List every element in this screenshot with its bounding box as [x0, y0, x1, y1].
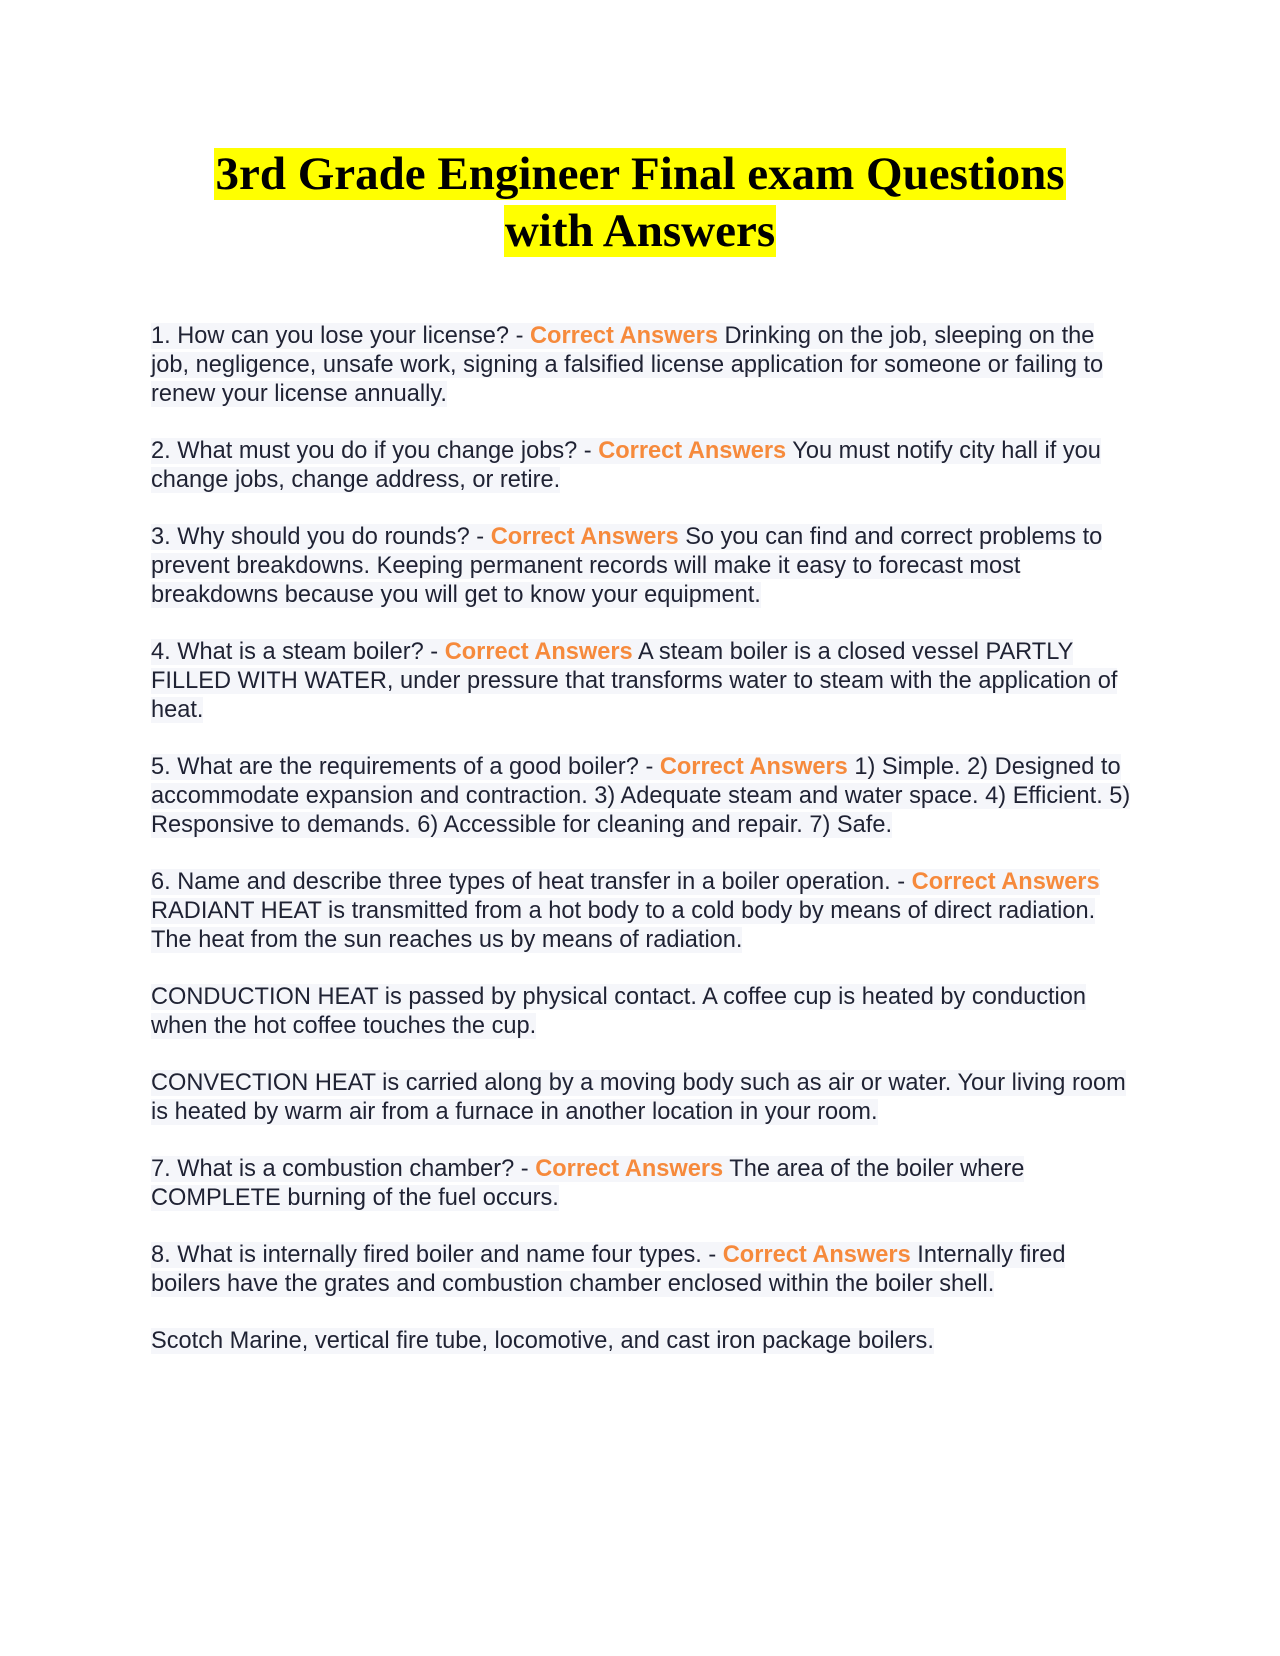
- answer-text: So you can find and correct problems to prevent breakdowns. Keeping permanent records will make it easy to forecast most breakdowns because you will get to know your equipment.: [151, 524, 1103, 608]
- correct-answers-label: Correct Answers: [490, 524, 679, 550]
- correct-answers-label: Correct Answers: [598, 438, 787, 464]
- question-text: 2. What must you do if you change jobs? -: [151, 438, 599, 464]
- paragraph-convection: [151, 1069, 1136, 1127]
- paragraph-text: CONVECTION HEAT is carried along by a moving body such as air or water. Your living room is heated by warm air from a furnace in another location in your room.: [151, 1070, 1126, 1125]
- qa-item-6: [151, 868, 1136, 955]
- qa-item-1: [151, 322, 1136, 409]
- page-title: [0, 146, 1280, 260]
- answer-text: The area of the boiler where COMPLETE burning of the fuel occurs.: [151, 1156, 1025, 1211]
- answer-text: Internally fired boilers have the grates and combustion chamber enclosed within the boiler shell.: [151, 1242, 1066, 1297]
- qa-item-7: [151, 1155, 1136, 1213]
- paragraph-conduction: [151, 983, 1136, 1041]
- title-line-2: with Answers: [504, 205, 776, 257]
- qa-item-2: [151, 437, 1136, 495]
- paragraph-boiler-types: [151, 1327, 1136, 1356]
- answer-text: 1) Simple. 2) Designed to accommodate expansion and contraction. 3) Adequate steam and water space. 4) Efficient. 5) Responsive to demands. 6) Accessible for cleaning and repair. 7) Safe.: [151, 754, 1131, 838]
- correct-answers-label: Correct Answers: [535, 1156, 724, 1182]
- qa-item-4: [151, 638, 1136, 725]
- correct-answers-label: Correct Answers: [659, 754, 848, 780]
- answer-text: Drinking on the job, sleeping on the job, negligence, unsafe work, signing a falsified license application for someone or failing to renew your license annually.: [151, 323, 1104, 407]
- correct-answers-label: Correct Answers: [911, 869, 1100, 895]
- question-text: 6. Name and describe three types of heat transfer in a boiler operation. -: [151, 869, 912, 895]
- paragraph-text: Scotch Marine, vertical fire tube, locomotive, and cast iron package boilers.: [151, 1328, 934, 1354]
- correct-answers-label: Correct Answers: [444, 639, 633, 665]
- question-text: 1. How can you lose your license? -: [151, 323, 530, 349]
- correct-answers-label: Correct Answers: [722, 1242, 911, 1268]
- answer-text: RADIANT HEAT is transmitted from a hot body to a cold body by means of direct radiation. The heat from the sun reaches us by means of radiation.: [151, 898, 1096, 953]
- question-text: 3. Why should you do rounds? -: [151, 524, 491, 550]
- correct-answers-label: Correct Answers: [530, 323, 718, 349]
- title-line-1: 3rd Grade Engineer Final exam Questions: [215, 148, 1065, 200]
- question-text: 7. What is a combustion chamber? -: [151, 1156, 536, 1182]
- answer-text: A steam boiler is a closed vessel PARTLY FILLED WITH WATER, under pressure that transforms water to steam with the application of heat.: [151, 639, 1118, 723]
- question-text: 8. What is internally fired boiler and name four types. -: [151, 1242, 723, 1268]
- qa-list: [151, 322, 1136, 1384]
- qa-item-3: [151, 523, 1136, 610]
- question-text: 5. What are the requirements of a good boiler? -: [151, 754, 660, 780]
- paragraph-text: CONDUCTION HEAT is passed by physical contact. A coffee cup is heated by conduction when the hot coffee touches the cup.: [151, 984, 1087, 1039]
- qa-item-8: [151, 1241, 1136, 1299]
- question-text: 4. What is a steam boiler? -: [151, 639, 445, 665]
- qa-item-5: [151, 753, 1136, 840]
- answer-text: You must notify city hall if you change jobs, change address, or retire.: [151, 438, 1101, 493]
